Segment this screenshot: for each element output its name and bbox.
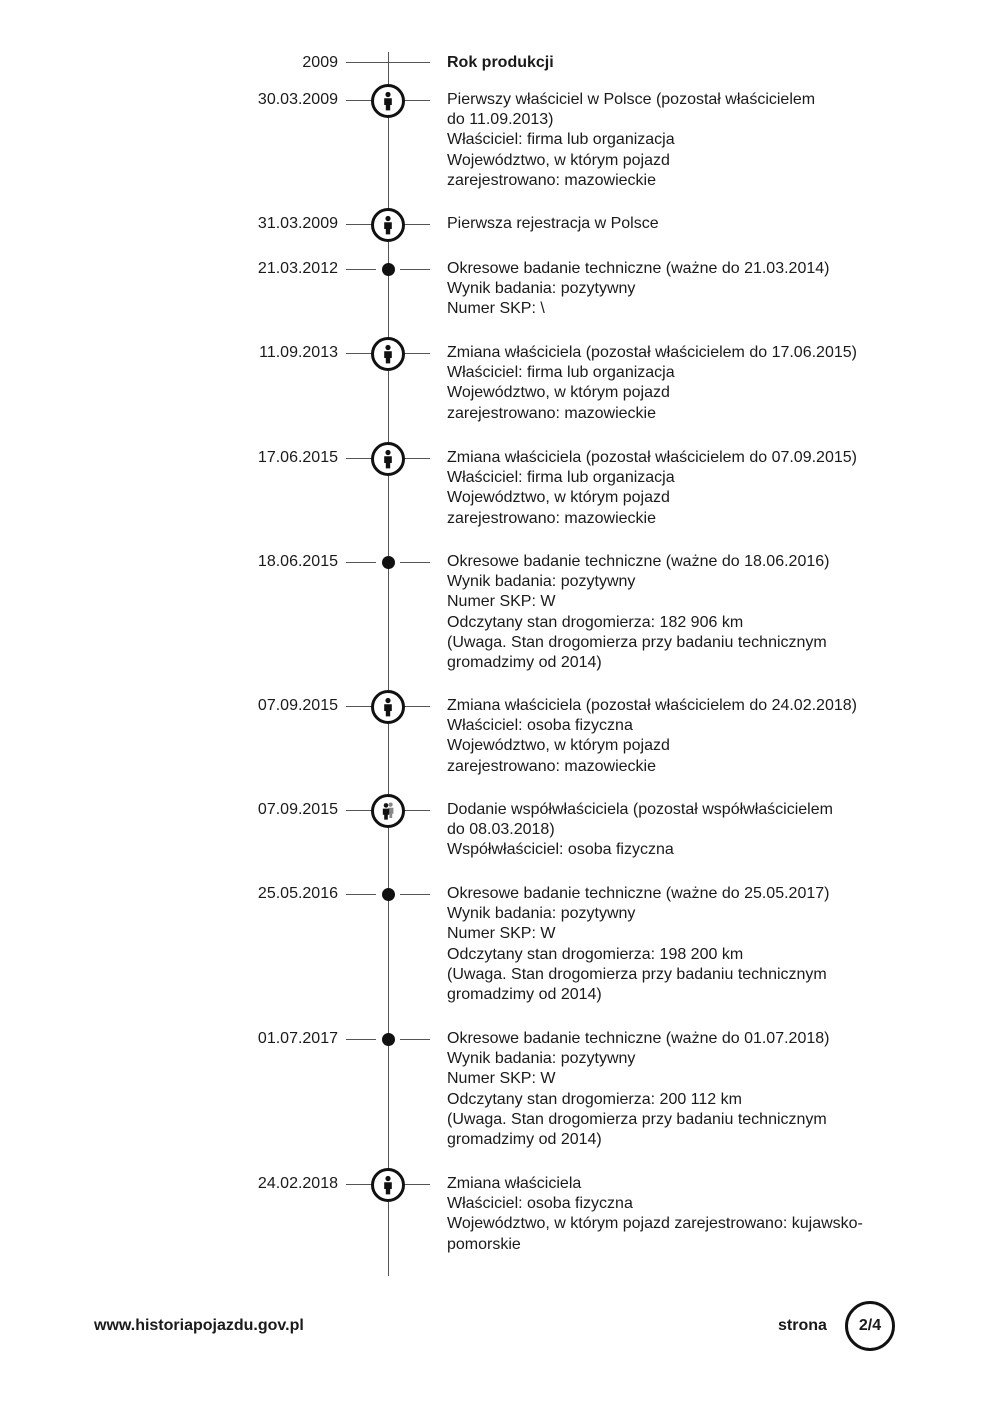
owner-icon — [371, 208, 405, 242]
entry-text — [447, 448, 897, 529]
entry-line: Województwo, w którym pojazd — [447, 737, 670, 755]
production-year: 2009 — [302, 54, 338, 71]
entry-date: 17.06.2015 — [257, 449, 338, 466]
entry-line: (Uwaga. Stan drogomierza przy badaniu technicznym — [447, 1110, 827, 1128]
entry-line: Właściciel: osoba fizyczna — [447, 717, 633, 735]
inspection-dot-icon — [382, 1033, 395, 1046]
entry-line: Wynik badania: pozytywny — [447, 1050, 636, 1068]
entry-line: Województwo, w którym pojazd — [447, 151, 670, 169]
entry-line: gromadzimy od 2014) — [447, 986, 602, 1004]
entry-line: Numer SKP: W — [447, 1070, 556, 1088]
entry-date: 18.06.2015 — [257, 553, 338, 570]
entry-line: Okresowe badanie techniczne (ważne do 01.07.2018) — [447, 1030, 830, 1047]
entry-date: 21.03.2012 — [257, 260, 338, 277]
owner-icon — [371, 442, 405, 476]
entry-line: Zmiana właściciela (pozostał właścicielem do 24.02.2018) — [447, 697, 857, 714]
owner-icon — [371, 690, 405, 724]
page-label: strona — [778, 1317, 827, 1334]
entry-line: Okresowe badanie techniczne (ważne do 18.06.2016) — [447, 553, 830, 570]
entry-text — [447, 800, 897, 861]
entry-line: Województwo, w którym pojazd — [447, 489, 670, 507]
entry-line: Województwo, w którym pojazd — [447, 384, 670, 402]
entry-line: Dodanie współwłaściciela (pozostał współwłaścicielem — [447, 801, 833, 818]
inspection-dot-icon — [382, 556, 395, 569]
entry-line: Właściciel: osoba fizyczna — [447, 1195, 633, 1213]
entry-date: 31.03.2009 — [257, 215, 338, 232]
entry-date: 07.09.2015 — [257, 801, 338, 818]
footer-website-link[interactable]: www.historiapojazdu.gov.pl — [94, 1317, 304, 1334]
entry-line: Współwłaściciel: osoba fizyczna — [447, 841, 674, 859]
entry-line: Okresowe badanie techniczne (ważne do 21.03.2014) — [447, 260, 830, 277]
inspection-dot-icon — [382, 888, 395, 901]
entry-text — [447, 552, 897, 673]
entry-text — [447, 1029, 897, 1150]
entry-line: Wynik badania: pozytywny — [447, 905, 636, 923]
header-tick — [346, 62, 430, 63]
owner-icon — [371, 1168, 405, 1202]
entry-text — [447, 214, 897, 234]
entry-date: 25.05.2016 — [257, 885, 338, 902]
entry-line: Numer SKP: W — [447, 925, 556, 943]
entry-line: Odczytany stan drogomierza: 198 200 km — [447, 945, 744, 963]
entry-date: 30.03.2009 — [257, 91, 338, 108]
entry-date: 07.09.2015 — [257, 697, 338, 714]
entry-text — [447, 884, 897, 1005]
entry-line: Numer SKP: W — [447, 593, 556, 611]
entry-line: Numer SKP: \ — [447, 300, 545, 318]
owner-icon — [371, 337, 405, 371]
entry-line: gromadzimy od 2014) — [447, 654, 602, 672]
entry-line: zarejestrowano: mazowieckie — [447, 171, 656, 189]
production-year-title: Rok produkcji — [447, 54, 554, 71]
entry-line: Zmiana właściciela (pozostał właścicielem do 17.06.2015) — [447, 344, 857, 361]
tick-right — [400, 269, 430, 270]
entry-line: Odczytany stan drogomierza: 200 112 km — [447, 1090, 742, 1108]
entry-date: 11.09.2013 — [259, 344, 338, 361]
page-number: 2/4 — [845, 1301, 895, 1351]
entry-line: do 08.03.2018) — [447, 821, 555, 839]
entry-line: Województwo, w którym pojazd zarejestrowano: kujawsko- — [447, 1215, 863, 1233]
tick-left — [346, 894, 376, 895]
entry-line: (Uwaga. Stan drogomierza przy badaniu technicznym — [447, 965, 827, 983]
entry-line: (Uwaga. Stan drogomierza przy badaniu technicznym — [447, 633, 827, 651]
entry-date: 24.02.2018 — [257, 1175, 338, 1192]
entry-line: zarejestrowano: mazowieckie — [447, 404, 656, 422]
tick-left — [346, 269, 376, 270]
entry-text — [447, 259, 897, 320]
entry-line: Pierwszy właściciel w Polsce (pozostał właścicielem — [447, 91, 816, 108]
entry-date: 01.07.2017 — [257, 1030, 338, 1047]
tick-left — [346, 562, 376, 563]
entry-line: gromadzimy od 2014) — [447, 1131, 602, 1149]
co-owner-icon — [371, 794, 405, 828]
tick-left — [346, 1039, 376, 1040]
entry-line: do 11.09.2013) — [447, 111, 554, 129]
entry-text — [447, 343, 897, 424]
entry-line: Okresowe badanie techniczne (ważne do 25.05.2017) — [447, 885, 830, 902]
entry-line: Odczytany stan drogomierza: 182 906 km — [447, 613, 744, 631]
entry-text — [447, 696, 897, 777]
entry-line: Zmiana właściciela (pozostał właścicielem do 07.09.2015) — [447, 449, 857, 466]
entry-line: Właściciel: firma lub organizacja — [447, 131, 675, 149]
tick-right — [400, 562, 430, 563]
entry-line: Właściciel: firma lub organizacja — [447, 469, 675, 487]
inspection-dot-icon — [382, 263, 395, 276]
entry-line: pomorskie — [447, 1235, 521, 1253]
entry-line: zarejestrowano: mazowieckie — [447, 757, 656, 775]
entry-text — [447, 1174, 897, 1255]
entry-line: Pierwsza rejestracja w Polsce — [447, 215, 659, 232]
entry-line: Wynik badania: pozytywny — [447, 573, 636, 591]
entry-line: Zmiana właściciela — [447, 1175, 582, 1192]
entry-line: Właściciel: firma lub organizacja — [447, 364, 675, 382]
owner-icon — [371, 84, 405, 118]
entry-line: Wynik badania: pozytywny — [447, 280, 636, 298]
tick-right — [400, 894, 430, 895]
tick-right — [400, 1039, 430, 1040]
entry-text — [447, 90, 897, 191]
entry-line: zarejestrowano: mazowieckie — [447, 509, 656, 527]
